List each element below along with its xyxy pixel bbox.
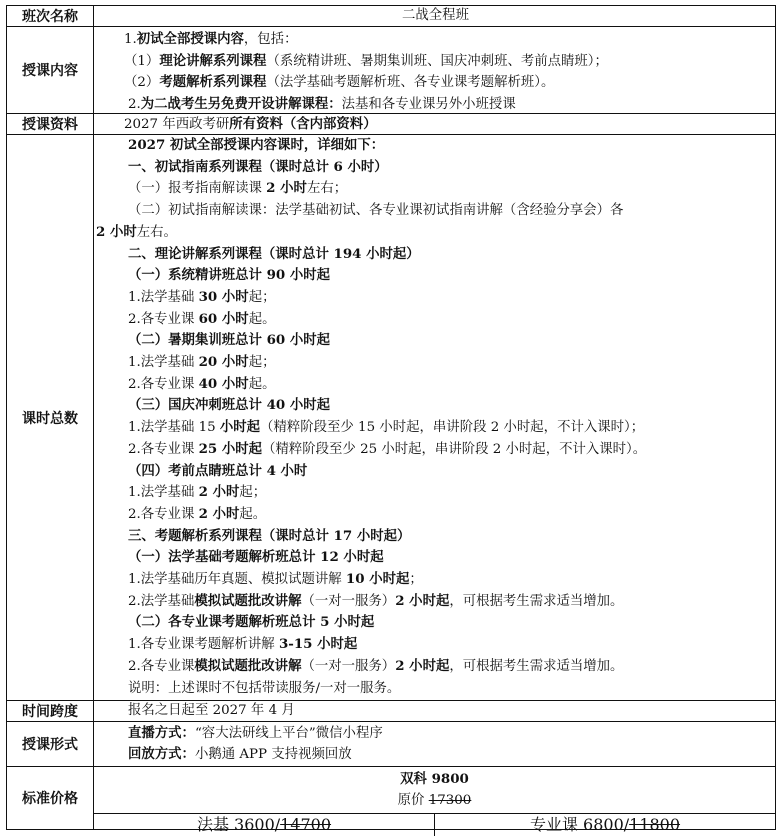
original-price: 原价 17300 xyxy=(397,793,472,808)
hours-sec2-sub2-i2: 2.各专业课 40 小时起。 xyxy=(128,375,276,392)
header-row xyxy=(7,6,775,27)
hours-sec2-sub2: （二）暑期集训班总计 60 小时起 xyxy=(128,332,331,349)
teaching-content-cell xyxy=(94,27,775,113)
format-replay: 回放方式：小鹅通 APP 支持视频回放 xyxy=(128,746,352,762)
materials-row xyxy=(7,114,775,135)
hours-sec2-sub4-i1: 1.法学基础 2 小时起； xyxy=(128,484,267,501)
hours-sec3-sub2-i1: 1.各专业课考题解析讲解 3-15 小时起 xyxy=(128,636,358,653)
price-bottom xyxy=(94,814,775,836)
price-block xyxy=(94,767,775,834)
format-label: 授课形式 xyxy=(7,722,94,766)
hours-sec2-sub4-i2: 2.各专业课 2 小时起。 xyxy=(128,505,267,522)
hours-sec2-sub3-i2: 2.各专业课 25 小时起（精粹阶段至少 25 小时起，串讲阶段 2 小时起，不计入课时）。 xyxy=(128,440,647,457)
time-span-row xyxy=(7,701,775,722)
tc-line-4: 2.为二战考生另免费开设讲解课程：法基和各专业课另外小班授课 xyxy=(128,96,516,113)
teaching-content-label: 授课内容 xyxy=(7,27,94,113)
hours-sec2-sub2-i1: 1.法学基础 20 小时起； xyxy=(128,354,276,371)
hours-sec1-item2-cont: 2 小时左右。 xyxy=(96,223,177,240)
law-basics-price: 法基 3600/14700 xyxy=(94,814,435,836)
hours-sec3-title: 三、考题解析系列课程（课时总计 17 小时起） xyxy=(128,527,411,544)
hours-row xyxy=(7,135,775,701)
header-label: 班次名称 xyxy=(7,6,94,26)
hours-sec3-sub2-i2: 2.各专业课模拟试题批改讲解（一对一服务）2 小时起，可根据考生需求适当增加。 xyxy=(128,657,624,674)
hours-sec2-sub1-i1: 1.法学基础 30 小时起； xyxy=(128,288,276,305)
format-live: 直播方式：“容大法研线上平台”微信小程序 xyxy=(128,725,383,741)
course-table xyxy=(6,5,776,834)
hours-sec2-sub4: （四）考前点睛班总计 4 小时 xyxy=(128,462,308,479)
hours-sec2-title: 二、理论讲解系列课程（课时总计 194 小时起） xyxy=(128,245,420,262)
hours-sec2-sub3: （三）国庆冲刺班总计 40 小时起 xyxy=(128,397,331,414)
time-span-label: 时间跨度 xyxy=(7,701,94,721)
hours-sec2-sub1: （一）系统精讲班总计 90 小时起 xyxy=(128,267,331,284)
class-name: 二战全程班 xyxy=(402,8,469,23)
combo-price: 双科 9800 xyxy=(400,771,469,787)
price-row xyxy=(7,767,775,834)
hours-sec3-sub2: （二）各专业课考题解析班总计 5 小时起 xyxy=(128,614,375,631)
format-row xyxy=(7,722,775,767)
materials-label: 授课资料 xyxy=(7,114,94,134)
hours-cell xyxy=(94,135,775,700)
hours-sec2-sub3-i1: 1.法学基础 15 小时起（精粹阶段至少 15 小时起，串讲阶段 2 小时起，不计入课时）； xyxy=(128,419,645,436)
time-span-value: 报名之日起至 2027 年 4 月 xyxy=(128,703,295,718)
hours-label: 课时总数 xyxy=(7,135,94,700)
format-cell xyxy=(94,722,775,766)
hours-sec3-sub1-i2: 2.法学基础模拟试题批改讲解（一对一服务）2 小时起，可根据考生需求适当增加。 xyxy=(128,592,624,609)
price-top xyxy=(94,767,775,814)
tc-line-2: （1）理论讲解系列课程（系统精讲班、暑期集训班、国庆冲刺班、考前点睛班）； xyxy=(124,52,608,69)
hours-sec1-title: 一、初试指南系列课程（课时总计 6 小时） xyxy=(128,158,388,175)
teaching-content-row xyxy=(7,27,775,114)
hours-note: 说明：上述课时不包括带读服务/一对一服务。 xyxy=(128,680,401,696)
hours-sec1-item1: （一）报考指南解读课 2 小时左右； xyxy=(128,180,348,197)
materials-cell: 2027 年西政考研所有资料（含内部资料） xyxy=(124,116,377,132)
hours-sec3-sub1: （一）法学基础考题解析班总计 12 小时起 xyxy=(128,549,384,566)
tc-line-3: （2）考题解析系列课程（法学基础考题解析班、各专业课考题解析班）。 xyxy=(124,74,555,91)
price-label: 标准价格 xyxy=(7,767,94,829)
hours-sec3-sub1-i1: 1.法学基础历年真题、模拟试题讲解 10 小时起； xyxy=(128,571,423,588)
tc-line-1: 1.初试全部授课内容，包括： xyxy=(124,31,298,47)
hours-intro: 2027 初试全部授课内容课时，详细如下： xyxy=(128,137,385,153)
hours-sec1-item2: （二）初试指南解读课：法学基础初试、各专业课初试指南讲解（含经验分享会）各 xyxy=(128,203,624,219)
hours-sec2-sub1-i2: 2.各专业课 60 小时起。 xyxy=(128,310,276,327)
major-price: 专业课 6800/11800 xyxy=(529,815,681,834)
